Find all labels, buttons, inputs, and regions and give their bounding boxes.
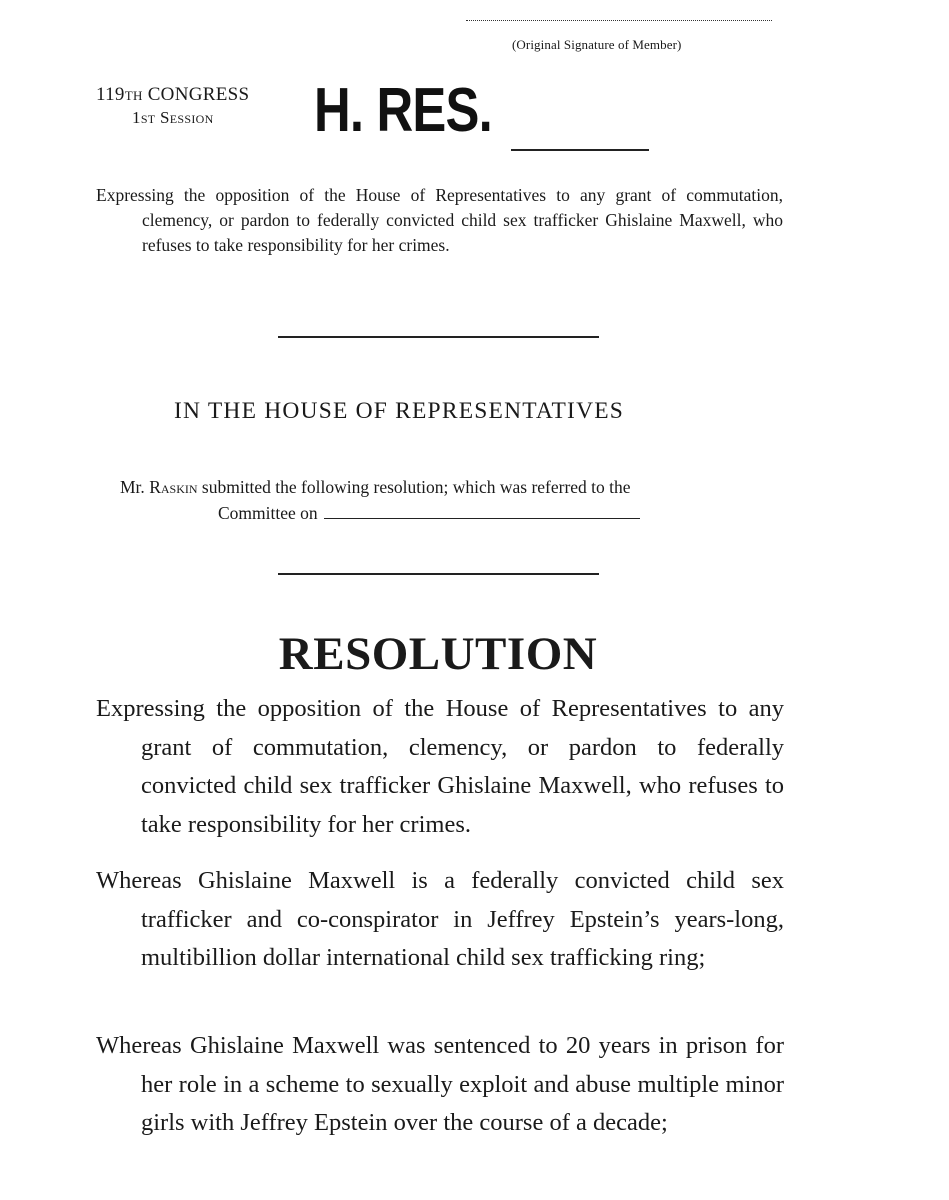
session-word: Session xyxy=(159,108,214,127)
committee-blank xyxy=(324,504,640,519)
preamble-paragraph: Expressing the opposition of the House of Representatives to any grant of commutation, clemency, or pardon to federally convicted child sex trafficker Ghislaine Maxwell, who refuses to take responsibility for her crimes. xyxy=(96,695,784,838)
divider-top xyxy=(278,336,599,338)
congress-number xyxy=(96,84,249,106)
session-num: 1 xyxy=(132,108,141,127)
signature-line xyxy=(466,18,772,21)
action-text: submitted the following resolution; which was referred to the xyxy=(201,477,631,497)
bill-number-blank xyxy=(511,149,649,151)
resolution-heading: RESOLUTION xyxy=(278,628,598,680)
whereas-clause-1: Whereas Ghislaine Maxwell is a federally convicted child sex trafficker and co-conspirator in Jeffrey Epstein’s years-long, multibillion dollar international child sex trafficking ring; xyxy=(96,867,784,971)
committee-referral xyxy=(218,500,640,526)
congress-num: 119 xyxy=(96,84,125,105)
committee-label: Committee on xyxy=(218,503,318,523)
short-title: Expressing the opposition of the House of Representatives to any grant of commutation, clemency, or pardon to federally convicted child sex trafficker Ghislaine Maxwell, who refuses to take responsibility for her crimes. xyxy=(96,185,783,255)
session-suffix: st xyxy=(140,108,156,127)
action-statement xyxy=(120,474,760,500)
bill-type: H. RES. xyxy=(314,76,492,145)
session-number xyxy=(132,108,214,128)
congress-suffix: th xyxy=(124,84,143,105)
sponsor-prefix: Mr. xyxy=(120,477,145,497)
congress-word: CONGRESS xyxy=(147,84,250,105)
signature-caption: (Original Signature of Member) xyxy=(512,37,682,52)
divider-bottom xyxy=(278,573,599,575)
whereas-clause-2: Whereas Ghislaine Maxwell was sentenced to 20 years in prison for her role in a scheme to sexually exploit and abuse multiple minor girls with Jeffrey Epstein over the course of a decade; xyxy=(96,1032,784,1136)
sponsor-name: Raskin xyxy=(149,477,198,497)
chamber-heading: IN THE HOUSE OF REPRESENTATIVES xyxy=(174,398,625,424)
